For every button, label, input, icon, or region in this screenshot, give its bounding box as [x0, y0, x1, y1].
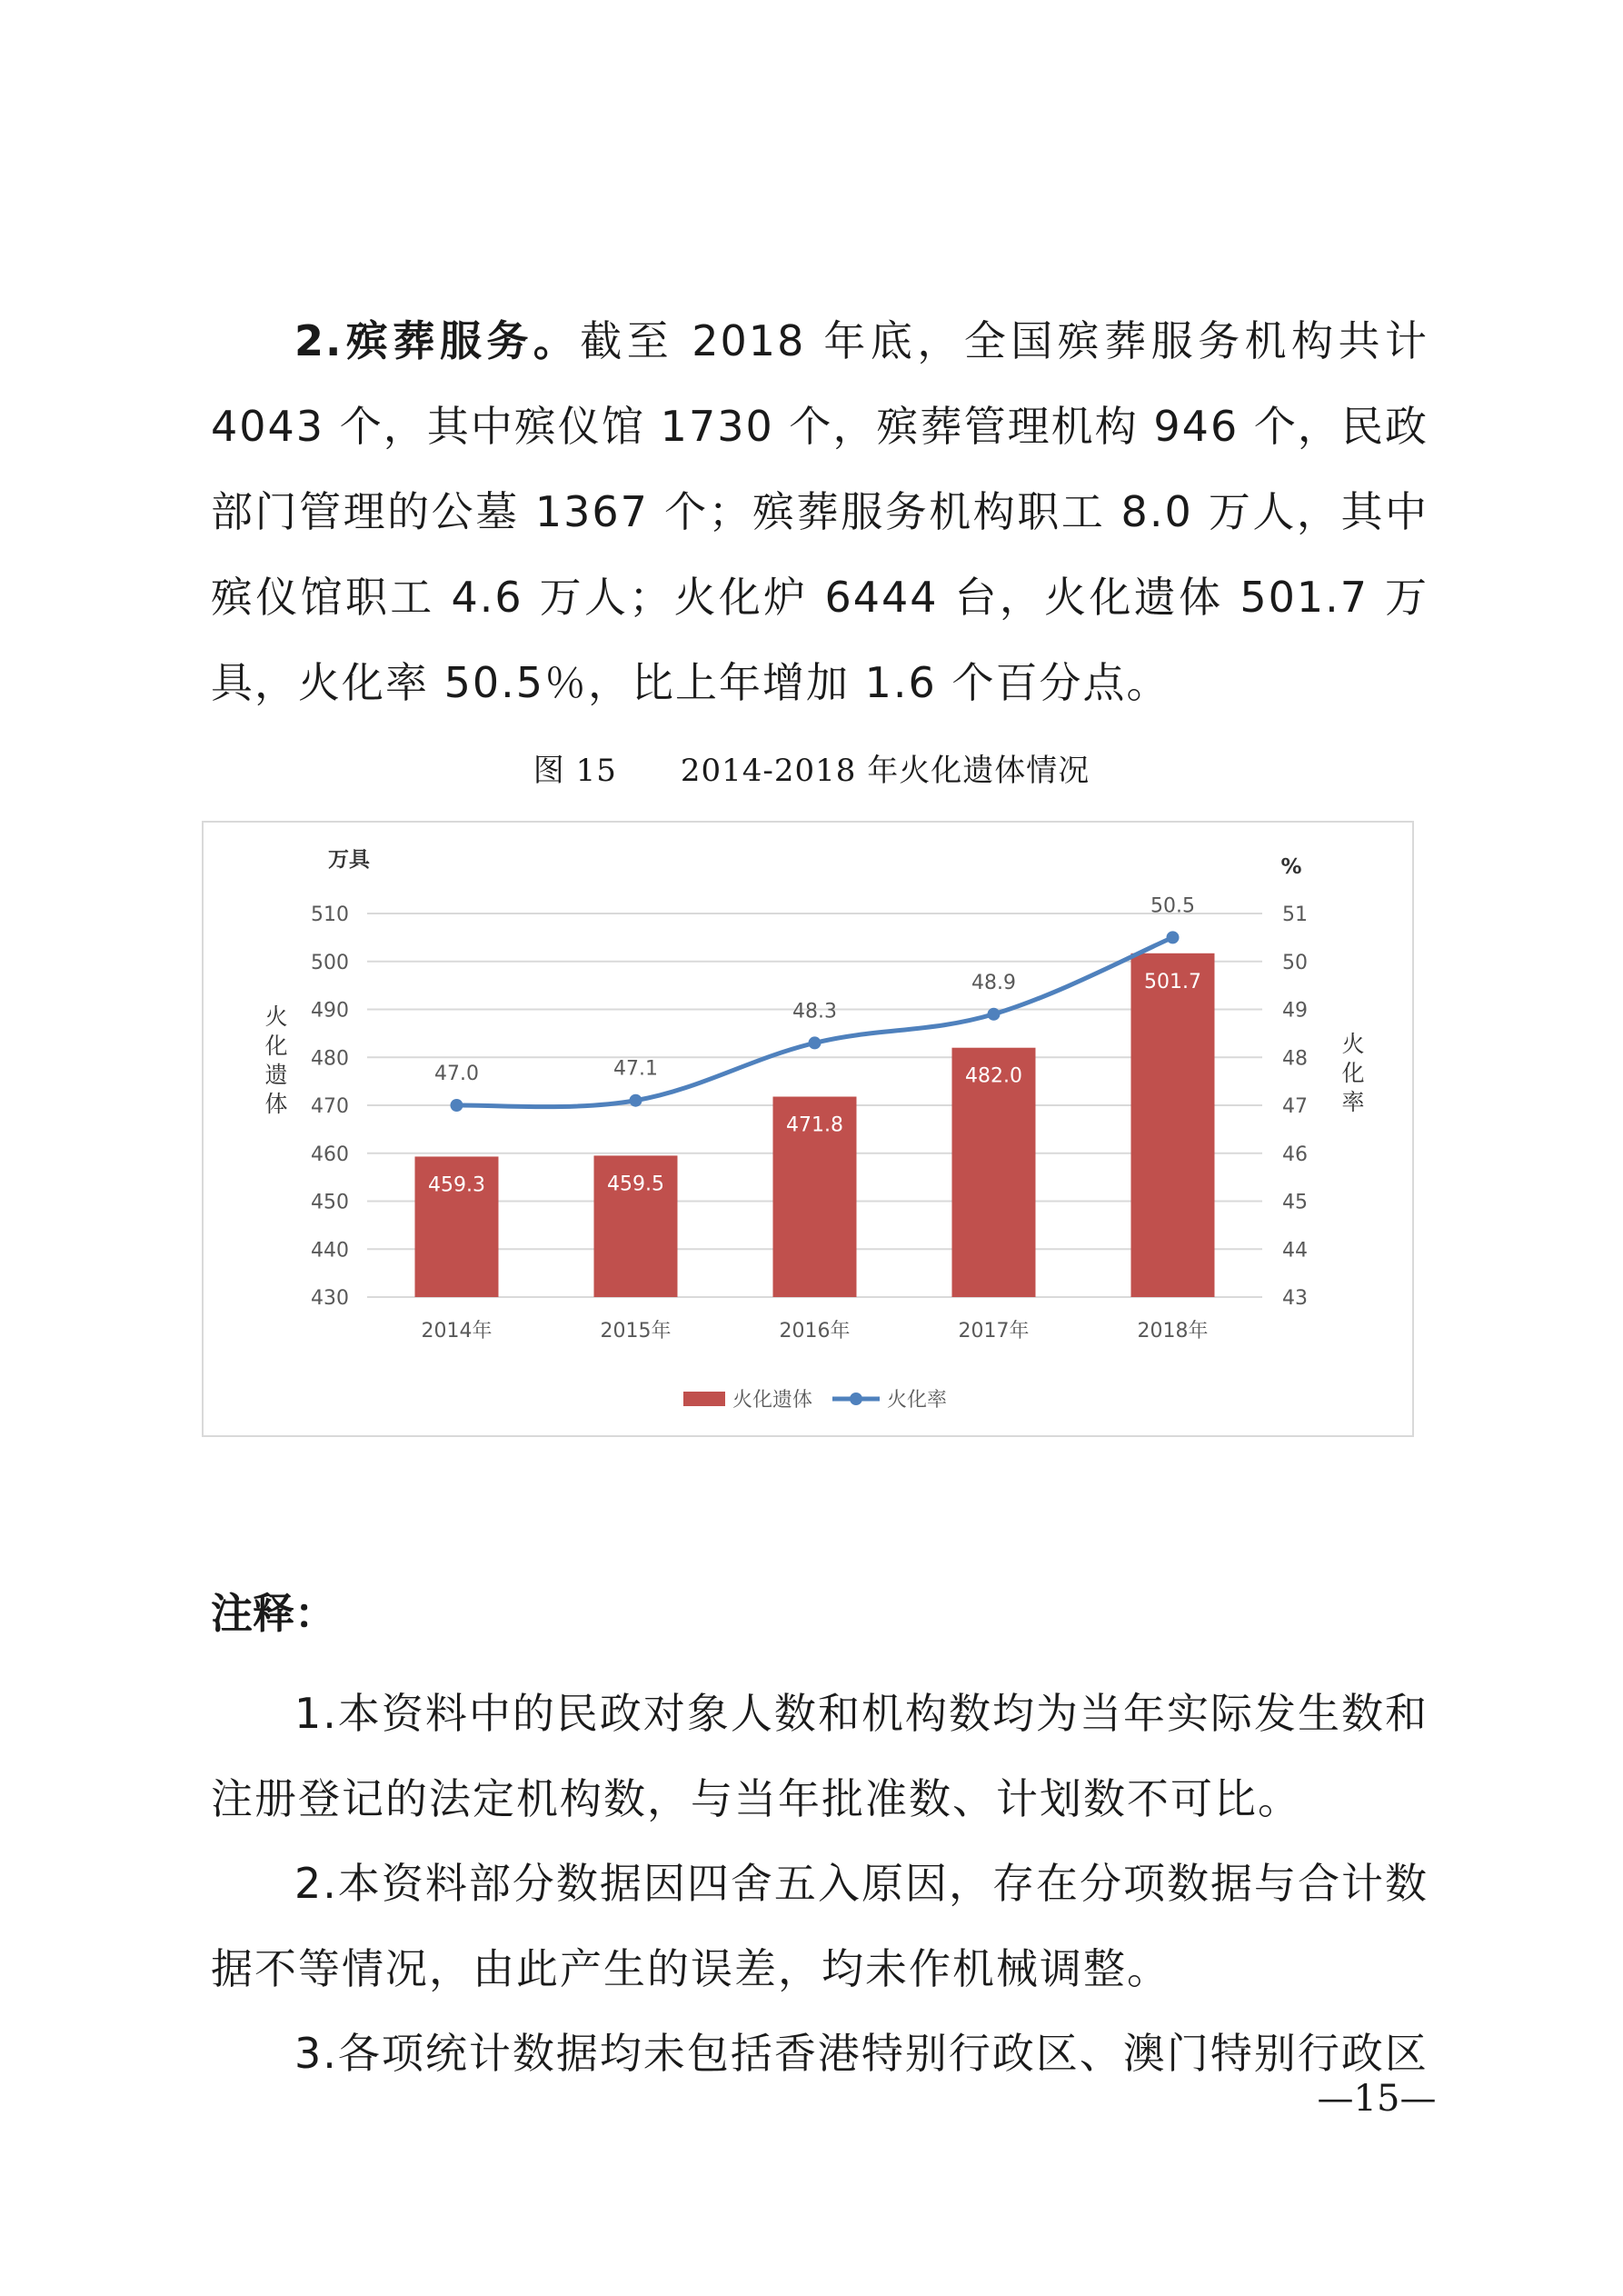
y-right-tick-label: 51 — [1282, 903, 1308, 926]
y-left-tick-label: 450 — [311, 1191, 349, 1214]
line-data-label: 47.1 — [613, 1057, 658, 1081]
x-tick-label: 2017年 — [958, 1320, 1030, 1343]
x-tick-label: 2014年 — [421, 1320, 493, 1343]
y-left-tick-label: 510 — [311, 903, 349, 926]
y-left-tick-label: 490 — [311, 999, 349, 1023]
note-item: 2.本资料部分数据因四舍五入原因，存在分项数据与合计数据不等情况，由此产生的误差，均未作机械调整。 — [211, 1859, 1429, 1993]
y-left-tick-label: 500 — [311, 951, 349, 974]
line-point — [451, 1099, 463, 1112]
y-right-tick-label: 44 — [1282, 1239, 1308, 1263]
y-right-tick-label: 50 — [1282, 951, 1308, 974]
y-left-title: 火化遗体 — [264, 1003, 288, 1117]
y-left-tick-label: 430 — [311, 1287, 349, 1310]
y-left-tick-label: 470 — [311, 1095, 349, 1118]
note-item: 1.本资料中的民政对象人数和机构数均为当年实际发生数和注册登记的法定机构数，与当年批准数、计划数不可比。 — [211, 1689, 1429, 1823]
bar-data-label: 482.0 — [965, 1064, 1022, 1088]
y-right-tick-label: 49 — [1282, 999, 1308, 1023]
figure-caption — [0, 745, 1623, 790]
note-item: 3.各项统计数据均未包括香港特别行政区、澳门特别行政区 — [294, 2029, 1429, 2078]
line-point — [988, 1008, 1001, 1021]
line-data-label: 50.5 — [1150, 894, 1195, 918]
y-left-tick-label: 440 — [311, 1239, 349, 1263]
bar-data-label: 501.7 — [1144, 970, 1201, 993]
y-right-title: 火化率 — [1341, 1031, 1365, 1115]
line-data-label: 48.3 — [792, 1000, 837, 1023]
legend-swatch-point — [850, 1393, 862, 1405]
section-body: 截至 2018 年底，全国殡葬服务机构共计 4043 个，其中殡仪馆 1730 个，殡葬管理机构 946 个，民政部门管理的公墓 1367 个；殡葬服务机构职工 8.0 万人，其中殡仪馆职工 4.6 万人；火化炉 6444 台，火化遗体 501.7 万具，火化率 50.5％，比上年增加 1.6 个百分点。 — [211, 316, 1429, 707]
line-data-label: 47.0 — [434, 1063, 479, 1085]
bar-data-label: 459.3 — [428, 1173, 485, 1197]
x-tick-label: 2016年 — [779, 1320, 851, 1343]
y-right-tick-label: 45 — [1282, 1191, 1308, 1214]
section-heading: 2.殡葬服务。 — [294, 316, 581, 365]
line-point — [809, 1036, 821, 1049]
figure-number: 图 15 — [533, 753, 617, 789]
legend-label: 火化率 — [887, 1389, 948, 1412]
y-right-unit: % — [1280, 855, 1302, 879]
cremation-chart — [204, 823, 1412, 1435]
x-tick-label: 2015年 — [600, 1320, 672, 1343]
line-data-label: 48.9 — [971, 971, 1016, 994]
bar-data-label: 459.5 — [607, 1173, 664, 1196]
section-paragraph — [211, 298, 1429, 725]
figure-title: 2014-2018 年火化遗体情况 — [680, 753, 1090, 789]
y-left-unit: 万具 — [328, 848, 370, 872]
y-right-tick-label: 48 — [1282, 1047, 1308, 1071]
line-point — [1167, 931, 1180, 943]
legend-label: 火化遗体 — [732, 1389, 813, 1412]
chart-frame — [202, 821, 1414, 1437]
x-tick-label: 2018年 — [1137, 1320, 1209, 1343]
legend-swatch-bar — [683, 1392, 725, 1406]
y-right-tick-label: 46 — [1282, 1143, 1308, 1166]
y-right-tick-label: 43 — [1282, 1287, 1308, 1310]
line-point — [630, 1094, 642, 1107]
bar-data-label: 471.8 — [786, 1113, 843, 1137]
y-left-tick-label: 460 — [311, 1143, 349, 1166]
page-number: —15— — [1317, 2078, 1437, 2120]
y-right-tick-label: 47 — [1282, 1095, 1308, 1118]
bar — [1131, 953, 1215, 1297]
notes-title: 注释： — [211, 1589, 336, 1638]
y-left-tick-label: 480 — [311, 1047, 349, 1071]
